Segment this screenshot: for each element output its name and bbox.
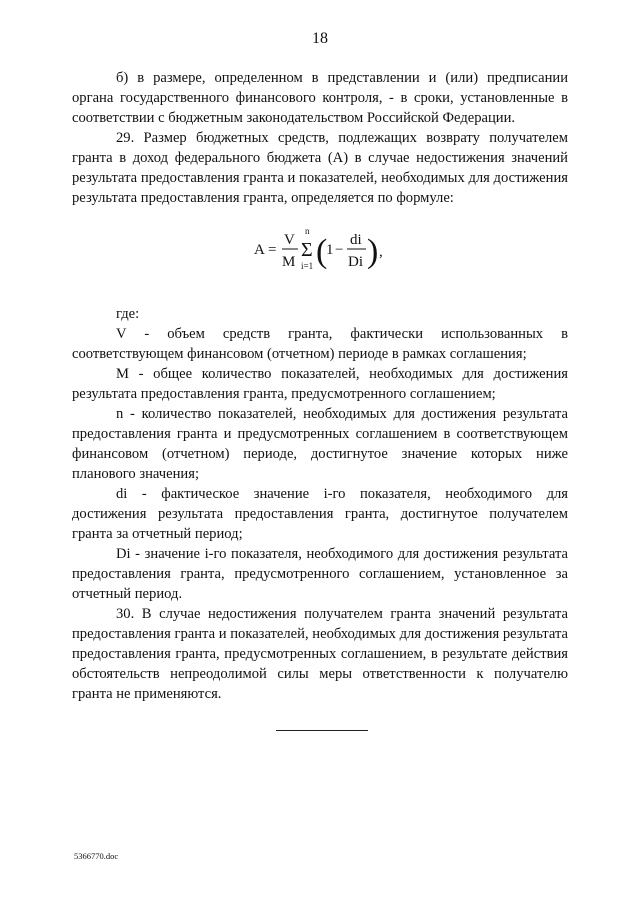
formula-inner-num: di <box>350 232 362 248</box>
paragraph-29: 29. Размер бюджетных средств, подлежащих возврату получателем гранта в доход федерального бюджета (A) в случае недостижения значений результата предоставления гранта и показателей, необходимых для достижения результата предоставления гранта, определяется по формуле: <box>72 130 568 206</box>
document-body <box>72 68 568 704</box>
formula-equals: = <box>268 242 277 258</box>
formula-minus: − <box>335 242 344 258</box>
paragraph-def-v: V - объем средств гранта, фактически использованных в соответствующем финансовом (отчетном) периоде в рамках соглашения; <box>72 326 568 362</box>
formula-sum-upper: n <box>305 226 310 236</box>
formula-lhs: A <box>254 242 265 258</box>
formula-trailing: , <box>379 244 383 260</box>
formula-inner-den: Di <box>348 254 363 270</box>
paragraph-def-n: n - количество показателей, необходимых для достижения результата предоставления гранта и предусмотренных соглашением в соответствующем финансовом (отчетном) периоде, достигнутое значение которых ниже планового значения; <box>72 406 568 482</box>
formula-frac-den: M <box>282 254 296 270</box>
formula-one: 1 <box>326 242 334 258</box>
paragraph-def-di: di - фактическое значение i-го показателя, необходимого для достижения результата предоставления гранта, достигнутое получателем гранта за отчетный период; <box>72 486 568 542</box>
paragraph-30: 30. В случае недостижения получателем гранта значений результата предоставления гранта и показателей, необходимых для достижения результата предоставления гранта, предусмотренных соглашением, в результате действия обстоятельств непреодолимой силы меры ответственности к получателю гранта не применяются. <box>72 606 568 702</box>
paragraph-def-big-di: Di - значение i-го показателя, необходимого для достижения результата предоставления гранта, предусмотренного соглашением, установленное за отчетный период. <box>72 546 568 602</box>
paragraph-subclause-b: б) в размере, определенном в представлении и (или) предписании органа государственного финансового контроля, - в сроки, установленные в соответствии с бюджетным законодательством Российской Федерации. <box>72 70 568 126</box>
formula <box>72 212 568 286</box>
formula-sum-lower: i=1 <box>301 261 314 271</box>
formula-paren-close: ) <box>367 233 379 270</box>
formula-sum-symbol: Σ <box>301 239 313 261</box>
paragraph-where: где: <box>116 306 140 322</box>
end-of-document-line <box>276 730 368 731</box>
formula-graphic <box>250 214 390 284</box>
formula-frac-num: V <box>284 232 295 248</box>
paragraph-def-m: M - общее количество показателей, необходимых для достижения результата предоставления гранта, предусмотренного соглашением; <box>72 366 568 402</box>
formula-paren-open: ( <box>316 233 328 270</box>
footer-filename: 5366770.doc <box>74 851 119 861</box>
page-number: 18 <box>312 30 328 47</box>
